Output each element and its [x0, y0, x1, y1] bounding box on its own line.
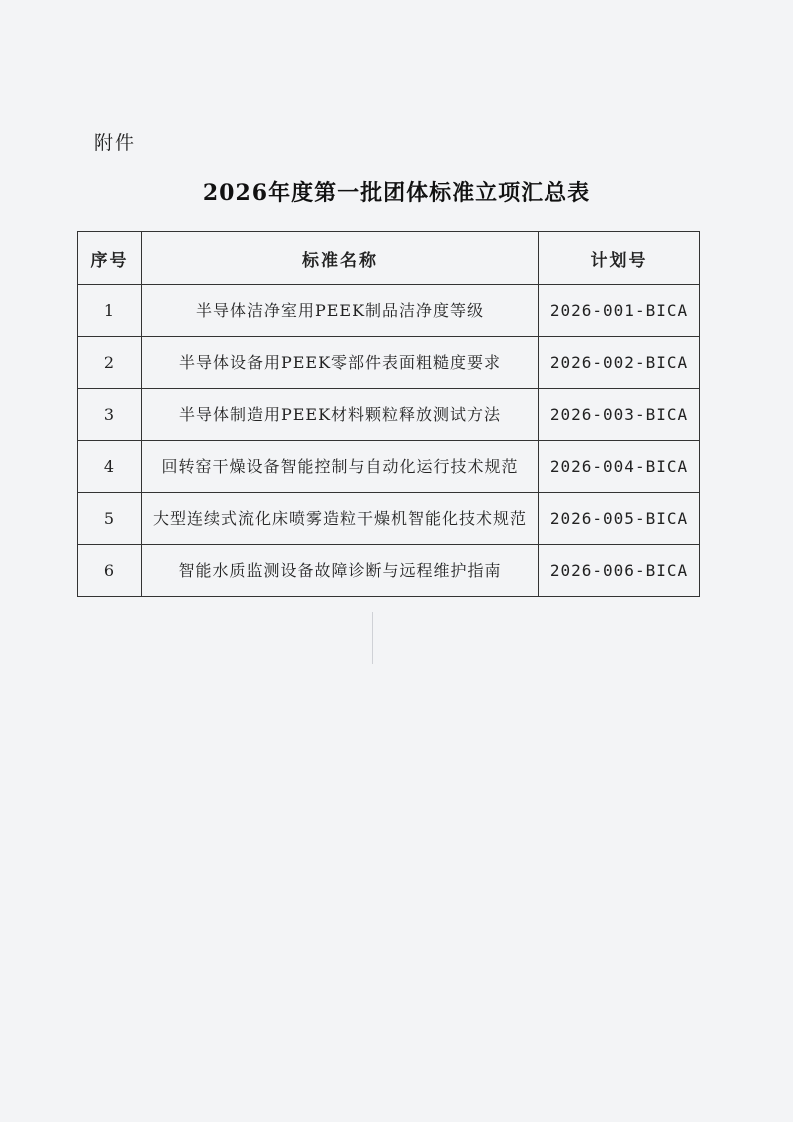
row-plan-number: 2026-003-BICA — [539, 389, 700, 441]
row-standard-name: 回转窑干燥设备智能控制与自动化运行技术规范 — [142, 441, 539, 493]
table-row — [78, 441, 700, 493]
page-title: 2026年度第一批团体标准立项汇总表 — [202, 180, 591, 206]
row-serial-number: 3 — [78, 389, 142, 441]
row-serial-number: 2 — [78, 337, 142, 389]
table-row — [78, 389, 700, 441]
table-header-row — [78, 232, 700, 285]
row-serial-number: 1 — [78, 285, 142, 337]
row-standard-name: 半导体洁净室用PEEK制品洁净度等级 — [142, 285, 539, 337]
row-standard-name: 半导体设备用PEEK零部件表面粗糙度要求 — [142, 337, 539, 389]
table-row — [78, 493, 700, 545]
row-serial-number: 5 — [78, 493, 142, 545]
table-row — [78, 285, 700, 337]
row-serial-number: 4 — [78, 441, 142, 493]
header-plan-number: 计划号 — [539, 232, 700, 285]
row-plan-number: 2026-001-BICA — [539, 285, 700, 337]
row-standard-name: 大型连续式流化床喷雾造粒干燥机智能化技术规范 — [142, 493, 539, 545]
row-standard-name: 半导体制造用PEEK材料颗粒释放测试方法 — [142, 389, 539, 441]
table-row — [78, 545, 700, 597]
row-plan-number: 2026-002-BICA — [539, 337, 700, 389]
row-serial-number: 6 — [78, 545, 142, 597]
paper-fold-mark — [372, 612, 373, 664]
row-plan-number: 2026-004-BICA — [539, 441, 700, 493]
table-row — [78, 337, 700, 389]
row-plan-number: 2026-006-BICA — [539, 545, 700, 597]
header-serial-number: 序号 — [78, 232, 142, 285]
row-plan-number: 2026-005-BICA — [539, 493, 700, 545]
standards-summary-table — [77, 231, 700, 597]
header-standard-name: 标准名称 — [142, 232, 539, 285]
attachment-label: 附件 — [94, 132, 137, 154]
row-standard-name: 智能水质监测设备故障诊断与远程维护指南 — [142, 545, 539, 597]
